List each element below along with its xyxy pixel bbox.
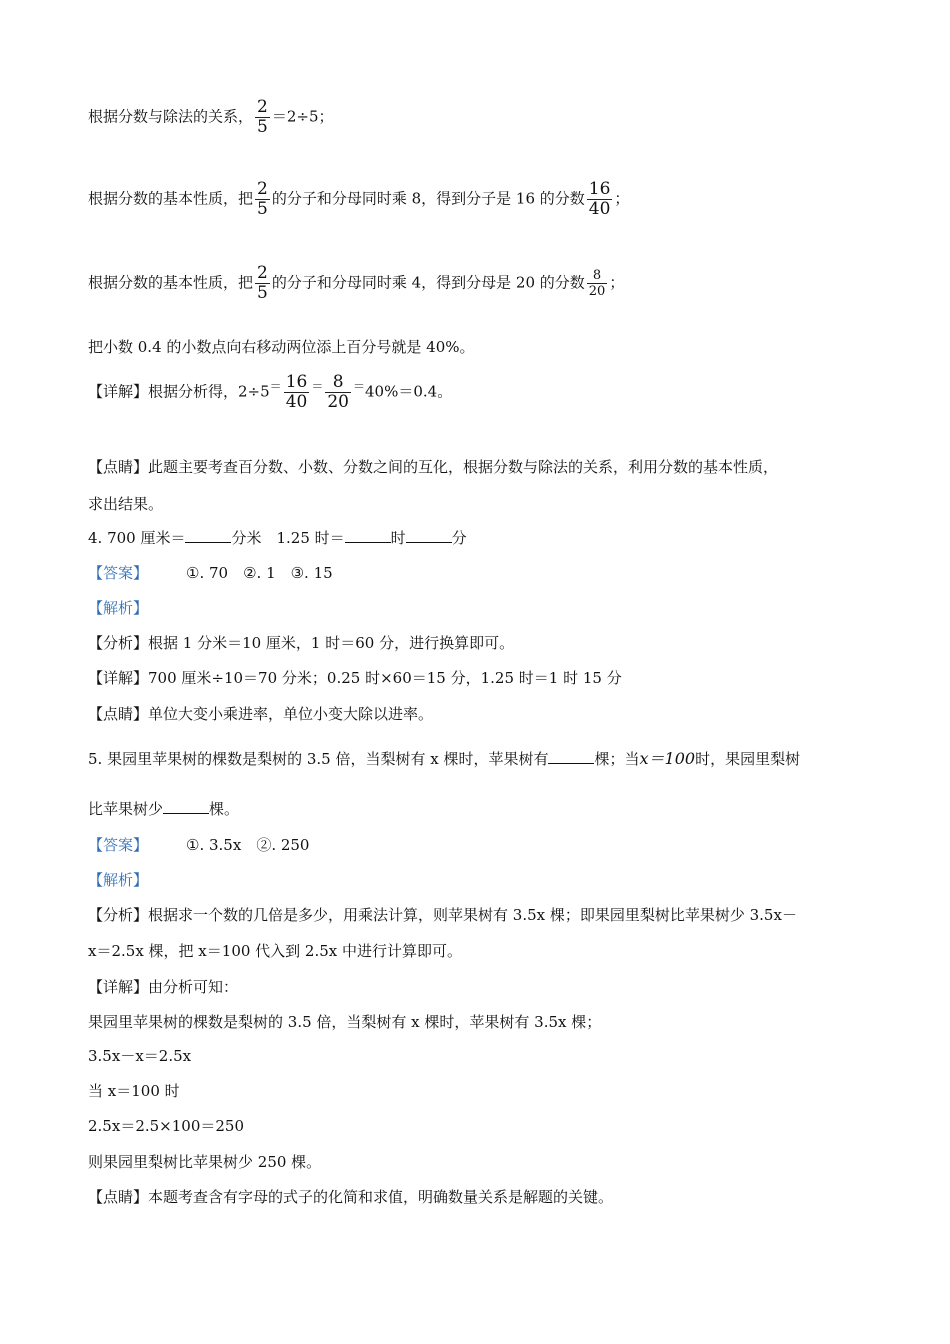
answer-tag: 【答案】 <box>88 564 149 582</box>
q5-answer <box>88 835 309 855</box>
question-4 <box>88 528 467 548</box>
line-property-multiply-4 <box>88 264 624 303</box>
answer-blank[interactable] <box>345 528 391 543</box>
text: 【详解】根据分析得，2÷5 <box>88 382 270 401</box>
answer-blank[interactable] <box>185 528 231 543</box>
equals: ＝ <box>269 379 282 394</box>
answer-blank[interactable] <box>406 528 452 543</box>
q5-step-2: 3.5x－x＝2.5x <box>88 1047 192 1065</box>
text: 4. 700 厘米＝ <box>88 529 186 547</box>
equals: ＝ <box>311 379 324 394</box>
text: ； <box>609 273 625 292</box>
text: 时，果园里梨树 <box>695 750 801 768</box>
text: 的分子和分母同时乘 4，得到分母是 20 的分数 <box>271 273 585 292</box>
question-5-cont <box>88 799 239 819</box>
text: 棵。 <box>209 800 240 818</box>
text: 根据分数的基本性质，把 <box>88 189 254 208</box>
q5-analysis-1: 【分析】根据求一个数的几倍是多少，用乘法计算，则苹果树有 3.5x 棵；即果园里梨树比苹果树少 3.5x－ <box>88 906 797 924</box>
text: 根据分数与除法的关系， <box>88 107 254 126</box>
text: 的分子和分母同时乘 8，得到分子是 16 的分数 <box>271 189 585 208</box>
fraction-8-20: $\frac{8}{20}$ <box>588 268 606 299</box>
fraction-2-5: $\frac{2}{5}$ <box>257 263 268 303</box>
equals: ＝ <box>352 379 365 394</box>
fraction-16-40: $\frac{16}{40}$ <box>285 372 308 412</box>
line-comment-3a: 【点睛】此题主要考查百分数、小数、分数之间的互化，根据分数与除法的关系，利用分数的基本性质， <box>88 458 779 476</box>
text: 分 <box>451 529 467 547</box>
fraction-8-20: $\frac{8}{20}$ <box>327 372 349 412</box>
q4-detail: 【详解】700 厘米÷10＝70 分米；0.25 时×60＝15 分，1.25 时＝1 时 15 分 <box>88 669 622 687</box>
line-property-multiply-8 <box>88 180 629 219</box>
q5-analysis-tag: 【解析】 <box>88 871 149 889</box>
q5-step-1: 果园里苹果树的棵数是梨树的 3.5 倍，当梨树有 x 棵时，苹果树有 3.5x 棵； <box>88 1013 602 1031</box>
q5-step-4: 2.5x＝2.5×100＝250 <box>88 1117 244 1135</box>
text: 比苹果树少 <box>88 800 164 818</box>
text: 5. 果园里苹果树的棵数是梨树的 3.5 倍，当梨树有 x 棵时，苹果树有 <box>88 750 549 768</box>
q5-step-5: 则果园里梨树比苹果树少 250 棵。 <box>88 1153 322 1171</box>
line-decimal-percent: 把小数 0.4 的小数点向右移动两位添上百分号就是 40%。 <box>88 338 475 356</box>
q4-answer <box>88 563 333 583</box>
q4-analysis: 【分析】根据 1 分米＝10 厘米，1 时＝60 分，进行换算即可。 <box>88 634 515 652</box>
q5-detail: 【详解】由分析可知： <box>88 978 239 996</box>
text: ； <box>614 189 630 208</box>
q5-analysis-2: x＝2.5x 棵，把 x＝100 代入到 2.5x 中进行计算即可。 <box>88 942 463 960</box>
text: 40%＝0.4。 <box>365 382 453 401</box>
answer-values: ①. 70 ②. 1 ③. 15 <box>186 564 333 582</box>
text: 棵；当 <box>594 750 640 768</box>
text: ＝2÷5； <box>271 107 334 126</box>
text: 分米 1.25 时＝ <box>231 529 345 547</box>
fraction-2-5: $\frac{2}{5}$ <box>257 97 268 137</box>
answer-values: ①. 3.5x ②. 250 <box>186 836 310 854</box>
line-detail-answer-3 <box>88 373 452 412</box>
line-fraction-division <box>88 98 334 137</box>
text: 时 <box>390 529 406 547</box>
answer-blank[interactable] <box>548 749 594 764</box>
question-5 <box>88 749 800 769</box>
q4-analysis-tag: 【解析】 <box>88 599 149 617</box>
math-expression: x＝100 <box>639 749 696 768</box>
q5-comment: 【点睛】本题考查含有字母的式子的化简和求值，明确数量关系是解题的关键。 <box>88 1188 614 1206</box>
fraction-16-40: $\frac{16}{40}$ <box>588 179 611 219</box>
text: 根据分数的基本性质，把 <box>88 273 254 292</box>
line-comment-3b: 求出结果。 <box>88 495 164 513</box>
answer-tag: 【答案】 <box>88 836 149 854</box>
q4-comment: 【点睛】单位大变小乘进率，单位小变大除以进率。 <box>88 705 434 723</box>
q5-step-3: 当 x＝100 时 <box>88 1082 180 1100</box>
fraction-2-5: $\frac{2}{5}$ <box>257 179 268 219</box>
answer-blank[interactable] <box>163 799 209 814</box>
